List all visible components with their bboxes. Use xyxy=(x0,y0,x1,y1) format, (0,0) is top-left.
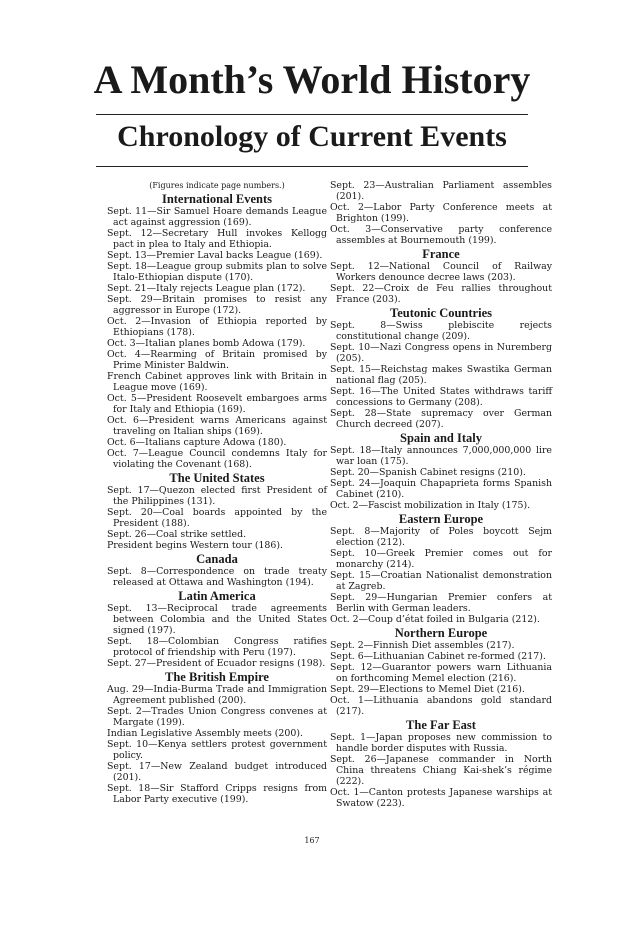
section-heading-eastern-europe: Eastern Europe xyxy=(398,512,484,526)
chronology-entry: Oct. 2—Labor Party Conference meets at Brighton (199). xyxy=(330,202,552,224)
chronology-entry: Oct. 5—President Roosevelt embargoes arms for Italy and Ethiopia (169). xyxy=(107,393,327,415)
section-heading-international-events: International Events xyxy=(161,192,273,206)
section-heading-spain-and-italy: Spain and Italy xyxy=(400,431,482,445)
chronology-entry: Sept. 8—Swiss plebiscite rejects constitutional change (209). xyxy=(330,320,552,342)
chronology-entry: Sept. 18—Colombian Congress ratifies protocol of friendship with Peru (197). xyxy=(107,636,327,658)
chronology-entry: Sept. 2—Finnish Diet assembles (217). xyxy=(330,640,515,651)
page-title: A Month’s World History xyxy=(93,57,531,102)
section-heading-the-british-empire: The British Empire xyxy=(165,670,269,684)
section-heading-the-united-states: The United States xyxy=(169,471,265,485)
page-number: 167 xyxy=(304,836,320,845)
chronology-entry: Aug. 29—India-Burma Trade and Immigration Agreement published (200). xyxy=(107,684,327,706)
chronology-entry: Sept. 12—Secretary Hull invokes Kellogg pact in plea to Italy and Ethiopia. xyxy=(107,228,327,250)
chronology-entry: Sept. 29—Hungarian Premier confers at Berlin with German leaders. xyxy=(330,592,552,614)
chronology-entry: Sept. 6—Lithuanian Cabinet re-formed (217). xyxy=(330,651,546,662)
chronology-entry: Oct. 1—Lithuania abandons gold standard (217). xyxy=(330,695,552,717)
chronology-entry: Sept. 8—Correspondence on trade treaty released at Ottawa and Washington (194). xyxy=(107,566,327,588)
chronology-entry: Sept. 17—Quezon elected first President of the Philippines (131). xyxy=(107,485,327,507)
page-subtitle: Chronology of Current Events xyxy=(117,120,507,153)
chronology-entry: Sept. 15—Croatian Nationalist demonstration at Zagreb. xyxy=(330,570,552,592)
chronology-entry: Sept. 10—Kenya settlers protest government policy. xyxy=(107,739,327,761)
chronology-entry: Sept. 24—Joaquin Chapaprieta forms Spanish Cabinet (210). xyxy=(330,478,552,500)
chronology-entry: Oct. 6—Italians capture Adowa (180). xyxy=(107,437,287,448)
chronology-entry: Sept. 1—Japan proposes new commission to handle border disputes with Russia. xyxy=(330,732,552,754)
chronology-entry: Sept. 12—Guarantor powers warn Lithuania on forthcoming Memel election (216). xyxy=(330,662,552,684)
chronology-entry: Sept. 20—Spanish Cabinet resigns (210). xyxy=(330,467,526,478)
chronology-entry: Sept. 12—National Council of Railway Workers denounce decree laws (203). xyxy=(330,261,552,283)
chronology-entry: Sept. 23—Australian Parliament assembles (201). xyxy=(330,180,552,202)
right-column xyxy=(330,180,552,809)
chronology-entry: Sept. 10—Greek Premier comes out for monarchy (214). xyxy=(330,548,552,570)
chronology-entry: Sept. 18—Italy announces 7,000,000,000 lire war loan (175). xyxy=(330,445,552,467)
chronology-entry: Sept. 26—Coal strike settled. xyxy=(107,529,247,540)
chronology-entry: Sept. 29—Britain promises to resist any aggressor in Europe (172). xyxy=(107,294,327,316)
chronology-entry: Oct. 2—Fascist mobilization in Italy (175). xyxy=(330,500,531,511)
chronology-entry: Oct. 1—Canton protests Japanese warships at Swatow (223). xyxy=(330,787,552,809)
chronology-entry: Indian Legislative Assembly meets (200). xyxy=(107,728,303,739)
chronology-entry: Sept. 26—Japanese commander in North China threatens Chiang Kai-shek’s régime (222). xyxy=(330,754,552,787)
chronology-entry: Sept. 8—Majority of Poles boycott Sejm election (212). xyxy=(330,526,552,548)
chronology-entry: Oct. 3—Italian planes bomb Adowa (179). xyxy=(107,338,306,349)
chronology-entry: Sept. 21—Italy rejects League plan (172). xyxy=(107,283,306,294)
section-heading-the-far-east: The Far East xyxy=(406,718,476,732)
section-heading-latin-america: Latin America xyxy=(178,589,256,603)
chronology-entry: Sept. 16—The United States withdraws tariff concessions to Germany (208). xyxy=(330,386,552,408)
chronology-entry: Sept. 17—New Zealand budget introduced (201). xyxy=(107,761,327,783)
chronology-entry: Sept. 15—Reichstag makes Swastika German national flag (205). xyxy=(330,364,552,386)
title-rule-bottom xyxy=(96,166,528,167)
chronology-entry: Sept. 13—Reciprocal trade agreements between Colombia and the United States signed (197). xyxy=(107,603,327,636)
section-heading-canada: Canada xyxy=(196,552,238,566)
chronology-entry: Oct. 2—Invasion of Ethiopia reported by Ethiopians (178). xyxy=(107,316,327,338)
chronology-entry: Sept. 11—Sir Samuel Hoare demands League act against aggression (169). xyxy=(107,206,327,228)
left-column xyxy=(107,180,327,805)
chronology-entry: Sept. 29—Elections to Memel Diet (216). xyxy=(330,684,525,695)
chronology-entry: Oct. 2—Coup d’état foiled in Bulgaria (212). xyxy=(330,614,540,625)
page-number-note: (Figures indicate page numbers.) xyxy=(149,181,285,190)
chronology-entry: Oct. 6—President warns Americans against traveling on Italian ships (169). xyxy=(107,415,327,437)
chronology-entry: Sept. 2—Trades Union Congress convenes at Margate (199). xyxy=(107,706,327,728)
chronology-entry: President begins Western tour (186). xyxy=(107,540,284,551)
chronology-entry: Oct. 4—Rearming of Britain promised by Prime Minister Baldwin. xyxy=(107,349,327,371)
chronology-entry: Sept. 22—Croix de Feu rallies throughout France (203). xyxy=(330,283,552,305)
chronology-entry: French Cabinet approves link with Britain in League move (169). xyxy=(107,371,327,393)
chronology-entry: Oct. 3—Conservative party conference assembles at Bournemouth (199). xyxy=(330,224,552,246)
section-heading-france: France xyxy=(422,247,460,261)
chronology-entry: Sept. 28—State supremacy over German Church decreed (207). xyxy=(330,408,552,430)
chronology-entry: Sept. 10—Nazi Congress opens in Nuremberg (205). xyxy=(330,342,552,364)
chronology-entry: Sept. 18—League group submits plan to solve Italo-Ethiopian dispute (170). xyxy=(107,261,327,283)
chronology-entry: Sept. 18—Sir Stafford Cripps resigns from Labor Party executive (199). xyxy=(107,783,327,805)
section-heading-teutonic-countries: Teutonic Countries xyxy=(390,306,492,320)
chronology-entry: Sept. 20—Coal boards appointed by the President (188). xyxy=(107,507,327,529)
section-heading-northern-europe: Northern Europe xyxy=(394,626,488,640)
chronology-entry: Oct. 7—League Council condemns Italy for violating the Covenant (168). xyxy=(107,448,327,470)
chronology-entry: Sept. 13—Premier Laval backs League (169). xyxy=(107,250,323,261)
chronology-entry: Sept. 27—President of Ecuador resigns (198). xyxy=(107,658,326,669)
title-rule-top xyxy=(96,114,528,115)
